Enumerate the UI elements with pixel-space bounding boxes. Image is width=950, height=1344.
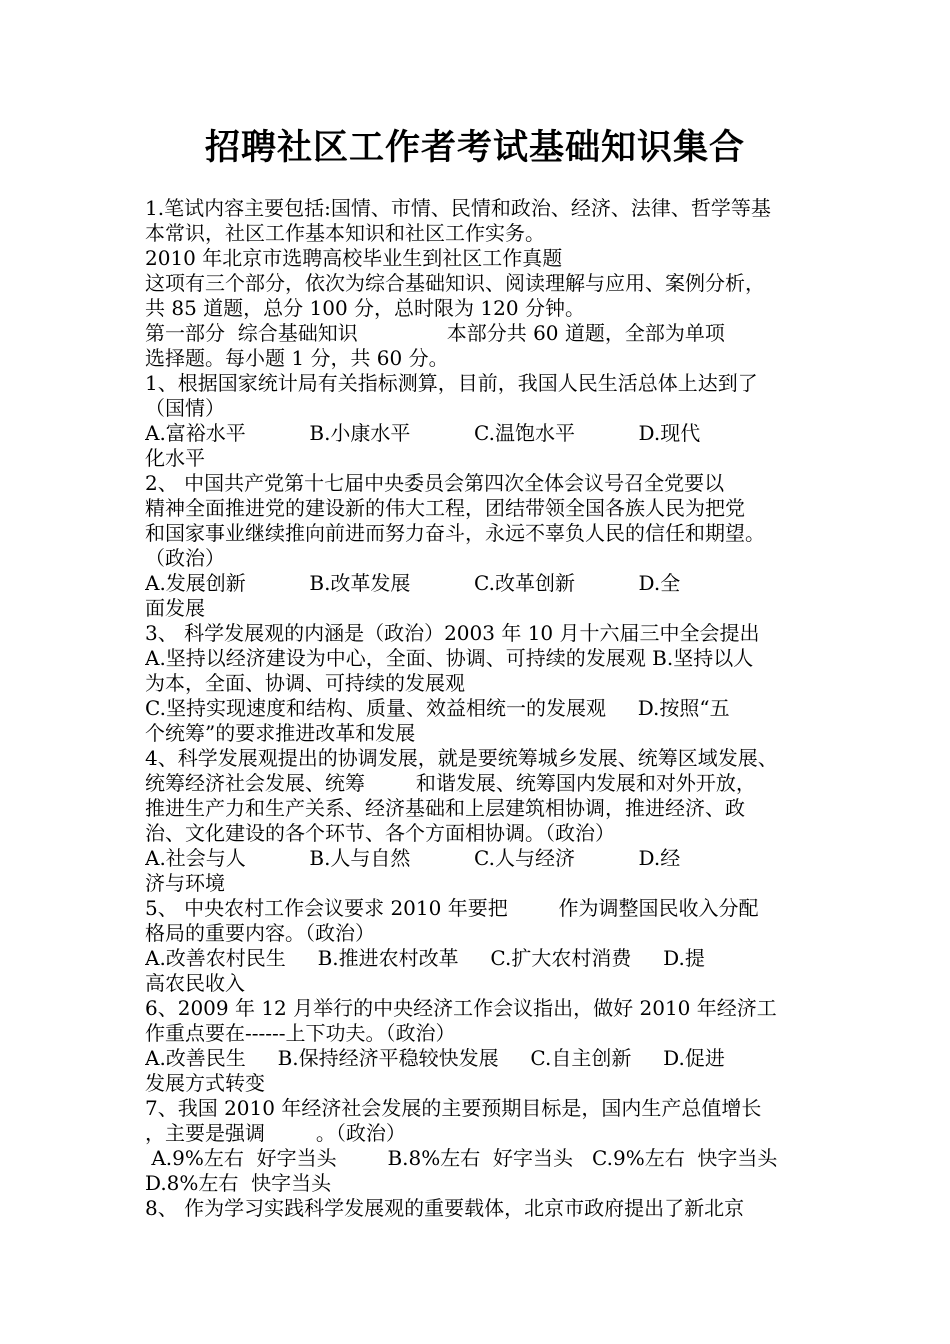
document-title: 招聘社区工作者考试基础知识集合	[204, 127, 745, 168]
text-line: A.坚持以经济建设为中心，全面、协调、可持续的发展观 B.坚持以人	[145, 646, 754, 670]
text-line: 精神全面推进党的建设新的伟大工程，团结带领全国各族人民为把党	[145, 496, 745, 520]
text-line: 济与环境	[145, 871, 225, 895]
text-line: 本常识，社区工作基本知识和社区工作实务。	[145, 221, 545, 245]
text-line: （政治）	[145, 546, 225, 570]
text-line: 2、 中国共产党第十七届中央委员会第四次全体会议号召全党要以	[145, 471, 725, 495]
text-line: 8、 作为学习实践科学发展观的重要载体，北京市政府提出了新北京	[145, 1196, 745, 1220]
text-line: 这项有三个部分，依次为综合基础知识、阅读理解与应用、案例分析，	[145, 271, 765, 295]
text-line: 格局的重要内容。（政治）	[145, 921, 375, 945]
text-line: 4、科学发展观提出的协调发展，就是要统筹城乡发展、统筹区域发展、	[145, 746, 778, 770]
text-line: 推进生产力和生产关系、经济基础和上层建筑相协调，推进经济、政	[145, 796, 745, 820]
text-line: 发展方式转变	[145, 1071, 265, 1095]
text-line: 高农民收入	[145, 971, 245, 995]
text-line: 共 85 道题，总分 100 分，总时限为 120 分钟。	[145, 296, 585, 320]
text-line: 5、 中央农村工作会议要求 2010 年要把 作为调整国民收入分配	[145, 896, 759, 920]
text-line: 和国家事业继续推向前进而努力奋斗，永远不辜负人民的信任和期望。	[145, 521, 765, 545]
text-line: 选择题。每小题 1 分，共 60 分。	[145, 346, 449, 370]
text-line: A.富裕水平 B.小康水平 C.温饱水平 D.现代	[145, 421, 701, 445]
text-line: 化水平	[145, 446, 205, 470]
text-line: 为本，全面、协调、可持续的发展观	[145, 671, 465, 695]
text-line: 作重点要在------上下功夫。（政治）	[145, 1021, 456, 1045]
text-line: 统筹经济社会发展、统筹 和谐发展、统筹国内发展和对外开放，	[145, 771, 756, 795]
text-line: 治、文化建设的各个环节、各个方面相协调。（政治）	[145, 821, 615, 845]
text-line: 1、根据国家统计局有关指标测算，目前，我国人民生活总体上达到了	[145, 371, 758, 395]
text-line: A.社会与人 B.人与自然 C.人与经济 D.经	[145, 846, 681, 870]
text-line: 2010 年北京市选聘高校毕业生到社区工作真题	[145, 246, 563, 270]
text-line: A.9%左右 好字当头 B.8%左右 好字当头 C.9%左右 快字当头	[145, 1146, 778, 1170]
text-line: A.改善农村民生 B.推进农村改革 C.扩大农村消费 D.提	[145, 946, 705, 970]
text-line: C.坚持实现速度和结构、质量、效益相统一的发展观 D.按照“五	[145, 696, 730, 720]
text-line: D.8%左右 快字当头	[145, 1171, 332, 1195]
text-line: ，主要是强调 。（政治）	[145, 1121, 406, 1145]
text-line: 个统筹”的要求推进改革和发展	[145, 721, 416, 745]
text-line: 第一部分 综合基础知识 本部分共 60 道题，全部为单项	[145, 321, 725, 345]
text-line: 3、 科学发展观的内涵是（政治）2003 年 10 月十六届三中全会提出	[145, 621, 760, 645]
text-line: A.发展创新 B.改革发展 C.改革创新 D.全	[145, 571, 681, 595]
text-line: A.改善民生 B.保持经济平稳较快发展 C.自主创新 D.促进	[145, 1046, 725, 1070]
text-line: （国情）	[145, 396, 225, 420]
text-line: 1.笔试内容主要包括:国情、市情、民情和政治、经济、法律、哲学等基	[145, 196, 771, 220]
text-line: 7、我国 2010 年经济社会发展的主要预期目标是，国内生产总值增长	[145, 1096, 762, 1120]
text-line: 面发展	[145, 596, 205, 620]
text-line: 6、2009 年 12 月举行的中央经济工作会议指出，做好 2010 年经济工	[145, 996, 777, 1020]
document-body	[145, 196, 825, 1221]
